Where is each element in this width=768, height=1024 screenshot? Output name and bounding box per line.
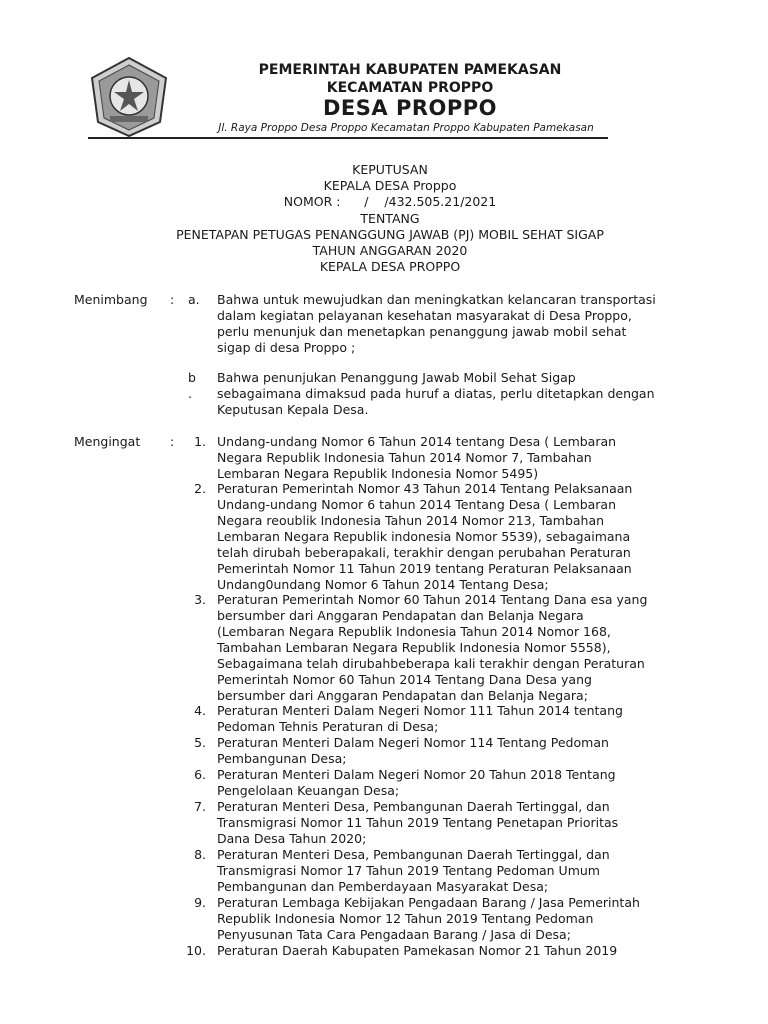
item-marker-dot: . [188,386,192,401]
list-number: 8. [194,847,206,862]
text-line: Negara reoublik Indonesia Tahun 2014 Nomor 213, Tambahan [217,513,605,528]
text-line: Undang-undang Nomor 6 tahun 2014 Tentang Desa ( Lembaran [217,497,617,512]
text-line: Penyusunan Tata Cara Pengadaan Barang / Jasa di Desa; [217,927,571,942]
text-line: Tambahan Lembaran Negara Republik Indonesia Nomor 5558), [217,640,611,655]
mengingat-item-2 [217,481,695,593]
text-line: Negara Republik Indonesia Tahun 2014 Nomor 7, Tambahan [217,450,592,465]
regency-seal-icon [88,56,170,138]
list-number: 2. [194,481,206,496]
menimbang-item-a [217,292,695,356]
text-line: Peraturan Menteri Desa, Pembangunan Daerah Tertinggal, dan [217,799,610,814]
text-line: (Lembaran Negara Republik Indonesia Tahun 2014 Nomor 168, [217,624,611,639]
item-marker: a. [188,292,200,307]
text-line: Bahwa penunjukan Penanggung Jawab Mobil Sehat Sigap [217,370,576,385]
text-line: Undang0undang Nomor 6 Tahun 2014 Tentang Desa; [217,577,549,592]
text-line: perlu menunjuk dan menetapkan penanggung jawab mobil sehat [217,324,627,339]
text-line: bersumber dari Anggaran Pendapatan dan Belanja Negara [217,608,584,623]
text-line: Transmigrasi Nomor 17 Tahun 2019 Tentang Pedoman Umum [217,863,600,878]
list-number: 5. [194,735,206,750]
text-line: Undang-undang Nomor 6 Tahun 2014 tentang Desa ( Lembaran [217,434,617,449]
text-line: Transmigrasi Nomor 11 Tahun 2019 Tentang Penetapan Prioritas [217,815,619,830]
text-line: Sebagaimana telah dirubahbeberapa kali terakhir dengan Peraturan [217,656,645,671]
section-colon: : [170,434,175,449]
list-number: 1. [194,434,206,449]
mengingat-item-6 [217,767,695,799]
mengingat-item-1 [217,434,695,482]
list-number: 10. [186,943,206,958]
section-label-menimbang: Menimbang [74,292,148,307]
text-line: Pemerintah Nomor 11 Tahun 2019 tentang Peraturan Pelaksanaan [217,561,632,576]
text-line: Peraturan Daerah Kabupaten Pamekasan Nomor 21 Tahun 2019 [217,943,618,958]
text-line: Pembangunan dan Pemberdayaan Masyarakat Desa; [217,879,549,894]
text-line: Pengelolaan Keuangan Desa; [217,783,400,798]
text-line: sigap di desa Proppo ; [217,340,356,355]
text-line: Peraturan Lembaga Kebijakan Pengadaan Barang / Jasa Pemerintah [217,895,640,910]
text-line: Bahwa untuk mewujudkan dan meningkatkan kelancaran transportasi [217,292,656,307]
title-tentang: TENTANG [360,211,420,226]
title-kepala-desa-proppo: KEPALA DESA PROPPO [319,259,461,274]
text-line: Pemerintah Nomor 60 Tahun 2014 Tentang Dana Desa yang [217,672,592,687]
list-number: 6. [194,767,206,782]
title-nomor: NOMOR : / /432.505.21/2021 [283,194,497,209]
item-marker: b [188,370,196,385]
text-line: Keputusan Kepala Desa. [217,402,369,417]
mengingat-item-10 [217,943,695,959]
title-keputusan: KEPUTUSAN [352,162,428,177]
mengingat-item-4 [217,703,695,735]
text-line: Lembaran Negara Republik indonesia Nomor 5539), sebagaimana [217,529,631,544]
list-number: 3. [194,592,206,607]
text-line: Republik Indonesia Nomor 12 Tahun 2019 Tentang Pedoman [217,911,594,926]
title-kepala-desa: KEPALA DESA Proppo [323,178,457,193]
mengingat-item-3 [217,592,695,704]
title-fiscal-year: TAHUN ANGGARAN 2020 [312,243,468,258]
letterhead-district: KECAMATAN PROPPO [326,80,494,96]
section-colon: : [170,292,175,307]
text-line: Peraturan Menteri Dalam Negeri Nomor 111 Tahun 2014 tentang [217,703,623,718]
text-line: Peraturan Menteri Dalam Negeri Nomor 114 Tentang Pedoman [217,735,609,750]
text-line: Peraturan Menteri Dalam Negeri Nomor 20 Tahun 2018 Tentang [217,767,616,782]
list-number: 7. [194,799,206,814]
mengingat-item-7 [217,799,695,847]
text-line: bersumber dari Anggaran Pendapatan dan Belanja Negara; [217,688,588,703]
text-line: Peraturan Pemerintah Nomor 43 Tahun 2014 Tentang Pelaksanaan [217,481,633,496]
text-line: Lembaran Negara Republik Indonesia Nomor 5495) [217,466,539,481]
text-line: Pembangunan Desa; [217,751,347,766]
list-number: 9. [194,895,206,910]
title-subject: PENETAPAN PETUGAS PENANGGUNG JAWAB (PJ) MOBIL SEHAT SIGAP [176,227,604,242]
text-line: telah dirubah beberapakali, terakhir dengan perubahan Peraturan [217,545,631,560]
text-line: Peraturan Menteri Desa, Pembangunan Daerah Tertinggal, dan [217,847,610,862]
text-line: sebagaimana dimaksud pada huruf a diatas, perlu ditetapkan dengan [217,386,655,401]
menimbang-item-b [217,370,695,418]
text-line: Peraturan Pemerintah Nomor 60 Tahun 2014 Tentang Dana esa yang [217,592,648,607]
letterhead-address: Jl. Raya Proppo Desa Proppo Kecamatan Proppo Kabupaten Pamekasan [218,122,594,134]
letterhead-village: DESA PROPPO [322,96,497,120]
text-line: Pedoman Tehnis Peraturan di Desa; [217,719,439,734]
mengingat-item-8 [217,847,695,895]
section-label-mengingat: Mengingat [74,434,141,449]
letterhead-government: PEMERINTAH KABUPATEN PAMEKASAN [258,62,562,78]
text-line: Dana Desa Tahun 2020; [217,831,367,846]
text-line: dalam kegiatan pelayanan kesehatan masyarakat di Desa Proppo, [217,308,632,323]
mengingat-item-9 [217,895,695,943]
mengingat-item-5 [217,735,695,767]
list-number: 4. [194,703,206,718]
letterhead-divider [88,137,608,139]
